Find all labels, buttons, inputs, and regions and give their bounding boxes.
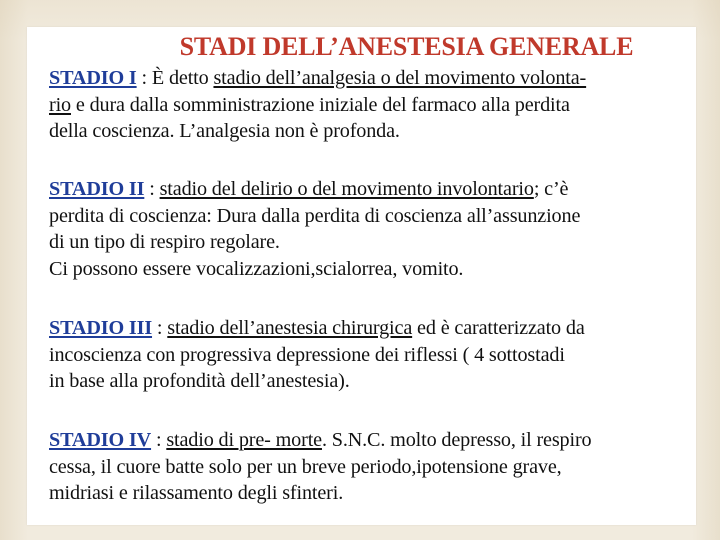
stage-4-line-1: [49, 427, 690, 454]
stage-2-line-4: Ci possono essere vocalizzazioni,scialorrea, vomito.: [49, 257, 464, 280]
stage-3-definition: stadio dell’anestesia chirurgica: [167, 317, 413, 339]
stage-3-label: STADIO III: [49, 317, 153, 339]
stage-2-definition: stadio del delirio o del movimento involontario: [159, 178, 534, 200]
stage-3-line-2: incoscienza con progressiva depressione dei riflessi ( 4 sottostadi: [49, 343, 565, 366]
stage-3-line-3: in base alla profondità dell’anestesia).: [49, 370, 350, 392]
stage-2-label: STADIO II: [49, 178, 145, 200]
stage-4-separator: :: [151, 429, 167, 451]
stage-4-line-1-rest: . S.N.C. molto depresso, il respiro: [321, 429, 592, 451]
stage-2-line-1: [49, 176, 690, 203]
stage-4-definition: stadio di pre- morte: [166, 429, 322, 451]
stage-3-block: [49, 315, 690, 395]
slide-card: [27, 27, 696, 525]
stage-3-separator: :: [152, 317, 168, 339]
stage-1-line-2-rest: e dura dalla somministrazione iniziale del farmaco alla perdita: [70, 93, 570, 116]
stage-1-definition: stadio dell’analgesia o del movimento volonta-: [213, 67, 587, 89]
stage-1-definition-cont: rio: [49, 93, 71, 116]
stage-1-line-3: della coscienza. L’analgesia non è profonda.: [49, 120, 400, 142]
stage-4-line-3: midriasi e rilassamento degli sfinteri.: [49, 482, 344, 504]
stage-1-line-2: [49, 92, 690, 119]
stage-4-label: STADIO IV: [49, 429, 152, 451]
stage-2-line-2: perdita di coscienza: Dura dalla perdita di coscienza all’assunzione: [49, 204, 581, 227]
stage-1-separator: : È detto: [136, 67, 214, 89]
stage-4-line-2: cessa, il cuore batte solo per un breve periodo,ipotensione grave,: [49, 455, 562, 478]
stage-2-separator: :: [144, 178, 160, 200]
stage-1-line-1: [49, 65, 690, 92]
stage-1-label: STADIO I: [49, 67, 137, 89]
stage-2-line-3: di un tipo di respiro regolare.: [49, 231, 280, 253]
stage-3-line-1: [49, 315, 690, 342]
stage-2-block: [49, 176, 690, 282]
stage-3-line-1-rest: ed è caratterizzato da: [412, 317, 585, 339]
slide-title: STADI DELL’ANESTESIA GENERALE: [179, 32, 634, 61]
stage-2-line-1-rest: ; c’è: [533, 178, 569, 200]
stage-4-block: [49, 427, 690, 507]
stage-1-block: [49, 65, 690, 145]
